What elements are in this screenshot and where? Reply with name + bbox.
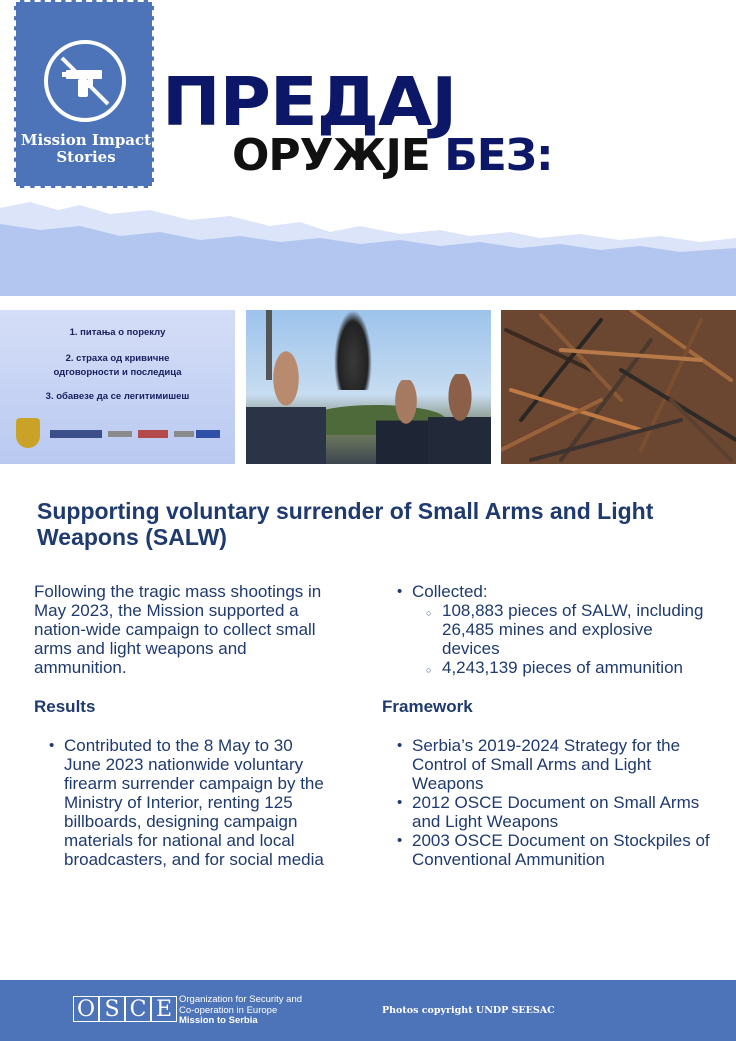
osce-organization-name	[179, 995, 302, 1027]
official-figure-2	[376, 380, 436, 464]
collected-list	[382, 582, 712, 677]
org-line-2: Co-operation in Europe	[179, 1004, 278, 1016]
page-heading: Supporting voluntary surrender of Small Arms and Light Weapons (SALW)	[37, 498, 654, 550]
badge-title-line1: Mission Impact	[20, 131, 152, 149]
results-title: Results	[34, 697, 96, 716]
collected-label: Collected:	[412, 582, 488, 601]
campaign-billboard-image	[0, 310, 235, 464]
billboard-item-1: 1. питања о пореклу	[69, 327, 166, 338]
partner-logos	[50, 430, 220, 438]
list-item: • 2003 OSCE Document on Stockpiles of Conventional Ammunition	[382, 831, 712, 869]
osce-logo-letter: E	[151, 996, 177, 1022]
campaign-title-line2	[232, 128, 553, 184]
billboard-item-3: 3. обавезе да се легитимишеш	[45, 391, 190, 402]
mission-impact-badge	[14, 0, 154, 188]
footer	[0, 980, 736, 1041]
osce-logo-letter: S	[99, 996, 125, 1022]
police-emblem-icon	[16, 418, 40, 448]
list-item: • Serbia’s 2019-2024 Strategy for the Control of Small Arms and Light Weapons	[382, 736, 712, 793]
results-list	[34, 736, 334, 869]
badge-title	[16, 132, 156, 166]
no-weapon-icon	[44, 40, 126, 122]
framework-title: Framework	[382, 697, 473, 716]
campaign-title-word-without: БЕЗ:	[444, 130, 553, 181]
collected-weapons-pile-photo	[501, 310, 736, 464]
collected-item	[382, 582, 712, 677]
framework-list	[382, 736, 712, 869]
org-line-3: Mission to Serbia	[179, 1015, 258, 1026]
left-column	[34, 582, 334, 869]
billboard-item-2b: одговорности и последица	[53, 367, 182, 378]
official-figure-3	[428, 374, 491, 464]
intro-paragraph: Following the tragic mass shootings in May 2023, the Mission supported a nation-wide campaign to collect small arms and light weapons and ammunition.	[34, 582, 322, 677]
torn-paper-band	[0, 196, 736, 296]
crane-claw	[334, 310, 372, 390]
list-item: ○ 4,243,139 pieces of ammunition	[412, 658, 712, 677]
official-figure-1	[246, 350, 326, 464]
list-item: ○ 108,883 pieces of SALW, including 26,485 mines and explosive devices	[412, 601, 712, 658]
weapon-destruction-photo	[246, 310, 491, 464]
billboard-item-2a: 2. страха од кривичне	[65, 353, 170, 364]
list-item: • 2012 OSCE Document on Small Arms and Light Weapons	[382, 793, 712, 831]
right-column	[382, 582, 712, 869]
campaign-title-line1: ПРЕДАЈ	[162, 63, 457, 141]
campaign-title-word-weapon: ОРУЖЈЕ	[232, 130, 430, 181]
list-item: • Contributed to the 8 May to 30 June 2023 nationwide voluntary firearm surrender campaign by the Ministry of Interior, renting 125 billboards, designing campaign materials for national and local broadcasters, and for social media	[34, 736, 334, 869]
photo-copyright: Photos copyright UNDP SEESAC	[382, 1005, 555, 1016]
collected-sublist	[412, 601, 712, 677]
osce-logo-letter: O	[73, 996, 99, 1022]
org-line-1: Organization for Security and	[179, 994, 303, 1005]
osce-logo-letter: C	[125, 996, 151, 1022]
badge-title-line2: Stories	[56, 148, 116, 166]
